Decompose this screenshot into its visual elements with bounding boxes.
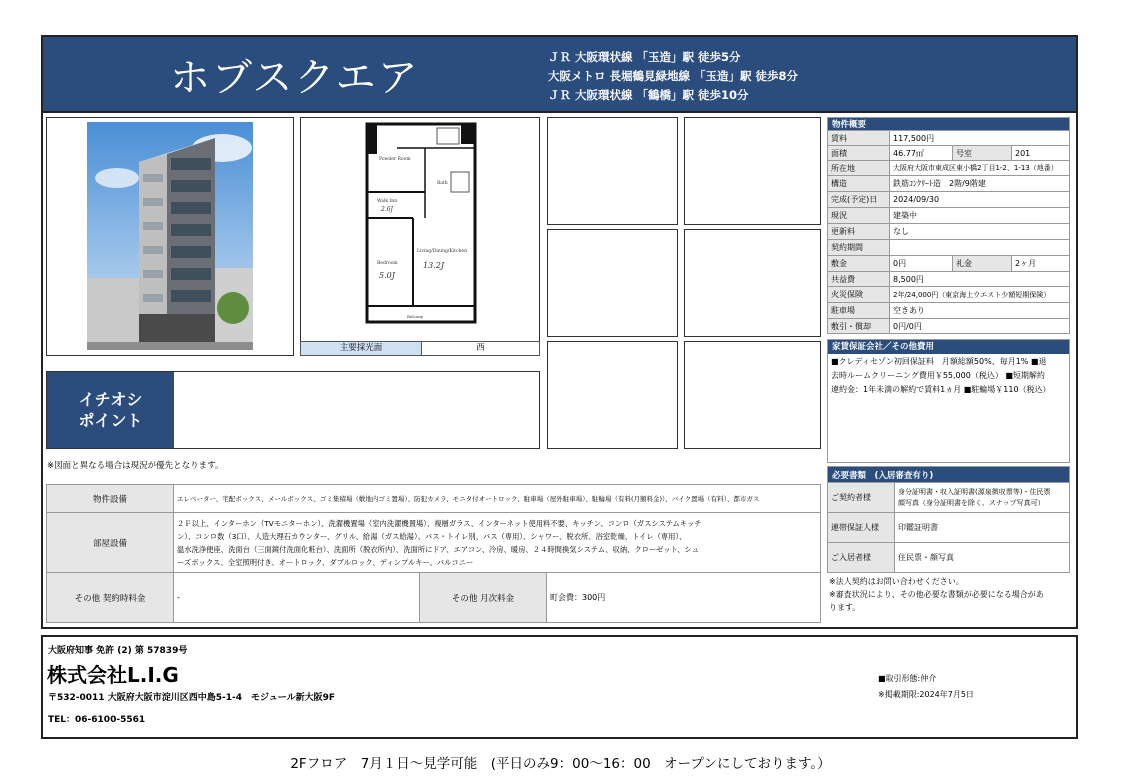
photo-thumbnail: [547, 341, 678, 449]
photo-thumbnail: [547, 229, 678, 337]
lighting-value: 西: [476, 343, 485, 353]
documents-box: [827, 466, 1070, 616]
room-equipment-line: ン）、コンロ数（3口）、人造大理石カウンター、グリル、給湯（ガス給湯）、バス・トイレ別、バス（専用）、シャワー、脱衣所、浴室乾燥、トイレ（専用）、: [177, 531, 687, 541]
shikibiki-label: 敷引・償却: [828, 319, 890, 334]
resident-docs: 住民票・顔写真: [895, 543, 1070, 573]
room-label: Bedroom: [377, 261, 398, 266]
key-money-label: 礼金: [953, 256, 1012, 272]
shikibiki-value: 0円/0円: [890, 319, 1070, 334]
lighting-label: 主要採光面: [301, 342, 422, 355]
room-label: Walk Inn: [377, 199, 398, 204]
access-line: 大阪メトロ 長堀鶴見緑地線 「玉造」駅 徒歩8分: [548, 69, 799, 83]
structure-value: 鉄筋ｺﾝｸﾘｰﾄ造 2階/9階建: [890, 176, 1070, 192]
parking-value: 空きあり: [890, 303, 1070, 319]
guarantee-line: ■クレディセゾン初回保証料 月額総額50%、毎月1% ■退: [831, 357, 1047, 366]
highlight-label: [47, 372, 174, 448]
area-label: 面積: [828, 146, 890, 161]
floorplan-frame: [300, 117, 540, 356]
access-line: ＪＲ 大阪環状線 「玉造」駅 徒歩5分: [548, 50, 741, 64]
room-equipment-line: ーズボックス、全室照明付き、オートロック、ダブルロック、ディンプルキー、バルコニー: [177, 557, 474, 567]
company-tel: TEL：06-6100-5561: [48, 715, 146, 725]
guarantee-line: 去時ルームクリーニング費用￥55,000（税込） ■短期解約: [831, 371, 1045, 380]
term-label: 契約期間: [828, 240, 890, 256]
highlight-box: [46, 371, 540, 449]
floorplan-diagram: [301, 118, 539, 343]
photo-thumbnail: [684, 229, 821, 337]
documents-note: ※法人契約はお問い合わせください。: [829, 577, 964, 586]
deposit-label: 敷金: [828, 256, 890, 272]
address-value: 大阪府大阪市東成区東小橋2丁目1-2、1-13（地番）: [890, 161, 1070, 176]
completed-value: 2024/09/30: [890, 192, 1070, 208]
equipment-table: [46, 484, 821, 623]
summary-title: 物件概要: [828, 118, 1070, 131]
rent-label: 賃料: [828, 131, 890, 146]
highlight-text: [174, 372, 539, 448]
license-number: 大阪府知事 免許 (2) 第 57839号: [48, 646, 188, 656]
insurance-label: 火災保険: [828, 287, 890, 303]
contractor-docs: [895, 483, 1070, 513]
diagram-note: ※図面と異なる場合は現況が優先となります。: [47, 461, 224, 471]
publish-deadline: ※掲載期限:2024年7月5日: [878, 690, 974, 699]
monthly-fee-label: その他 月次料金: [420, 573, 547, 623]
company-address: 〒532-0011 大阪府大阪市淀川区西中島5-1-4 モジュール新大阪9F: [48, 693, 336, 703]
guarantee-title: 家賃保証会社／その他費用: [828, 340, 1069, 354]
room-label: Powder Room: [379, 157, 411, 162]
insurance-value: 2年/24,000円（東京海上ウエスト少額短期保険）: [890, 287, 1070, 303]
documents-notes: [827, 573, 1070, 616]
renewal-label: 更新料: [828, 224, 890, 240]
highlight-label-line: ポイント: [78, 411, 143, 430]
building-equipment-label: 物件設備: [47, 485, 174, 513]
building-name: ホブスクエア: [170, 55, 420, 101]
area-value: 46.77㎡: [890, 146, 953, 161]
room-equipment-line: ２Ｆ以上、インターホン（TVモニターホン）、洗濯機置場（室内洗濯機置場）、複層ガラス、インターネット使用料不要、キッチン、コンロ（ガスシステムキッチ: [177, 518, 702, 528]
room-equipment-label: 部屋設備: [47, 513, 174, 573]
room-label: Balcony: [407, 314, 424, 319]
company-name: 株式会社L.I.G: [47, 663, 179, 687]
building-photo-frame: [46, 117, 294, 356]
room-equipment-line: 温水洗浄便座、洗面台（三面鏡付洗面化粧台）、洗面所（脱衣所内）、洗面所にドア、エアコン、冷房、暖房、２４時間換気システム、収納、クローゼット、シュ: [177, 544, 700, 554]
key-money-value: 2ヶ月: [1012, 256, 1070, 272]
trade-type: ■取引形態:仲介: [878, 674, 937, 683]
lighting-row: [300, 341, 540, 356]
access-line: ＪＲ 大阪環状線 「鶴橋」駅 徒歩10分: [548, 88, 749, 102]
status-value: 建築中: [890, 208, 1070, 224]
renewal-value: なし: [890, 224, 1070, 240]
viewing-notice: 2Fフロア 7月１日～見学可能 (平日のみ9：00～16：00 オープンにしております。）: [290, 756, 831, 772]
contractor-docs-line: 顔写真（身分証明書を除く、スナップ写真可）: [898, 498, 1045, 507]
common-fee-value: 8,500円: [890, 272, 1070, 287]
documents-note: ※審査状況により、その他必要な書類が必要になる場合があ: [829, 590, 1044, 599]
property-summary: [827, 117, 1070, 334]
common-fee-label: 共益費: [828, 272, 890, 287]
monthly-fee-value: 町会費：300円: [547, 573, 821, 623]
contractor-label: ご契約者様: [828, 483, 895, 513]
highlight-label-line: イチオシ: [78, 390, 143, 409]
deposit-value: 0円: [890, 256, 953, 272]
room-equipment-value: [174, 513, 821, 573]
completed-label: 完成(予定)日: [828, 192, 890, 208]
photo-thumbnail: [684, 341, 821, 449]
rent-value: 117,500円: [890, 131, 1070, 146]
guarantee-text: [828, 354, 1069, 398]
contract-fee-value: -: [174, 573, 420, 623]
company-box: [41, 635, 1078, 739]
contractor-docs-line: 身分証明書・収入証明書(源泉徴収票等)・住民票: [898, 487, 1051, 496]
room-label: 2.6J: [381, 206, 393, 213]
structure-label: 構造: [828, 176, 890, 192]
room-label: 13.2J: [423, 261, 445, 270]
status-label: 現況: [828, 208, 890, 224]
address-label: 所在地: [828, 161, 890, 176]
guarantee-box: [827, 339, 1070, 463]
contract-fee-label: その他 契約時料金: [47, 573, 174, 623]
room-no-value: 201: [1012, 146, 1070, 161]
building-equipment-value: エレベーター、宅配ボックス、メールボックス、ゴミ集積場（敷地内ゴミ置場）、防犯カメラ、モニタ付オートロック、駐車場（屋外駐車場）、駐輪場（有料(月額料金)）、バイク置場（有料）、都市ガス: [174, 485, 821, 513]
guarantor-label: 連帯保証人様: [828, 513, 895, 543]
resident-label: ご入居者様: [828, 543, 895, 573]
parking-label: 駐車場: [828, 303, 890, 319]
documents-title: 必要書類 (入居審査有り): [828, 467, 1070, 483]
documents-note: ります。: [829, 603, 861, 612]
guarantee-line: 違約金：1年未満の解約で賃料1ヵ月 ■駐輪場￥110（税込）: [831, 385, 1051, 394]
room-label: 5.0J: [379, 271, 395, 280]
room-no-label: 号室: [953, 146, 1012, 161]
term-value: [890, 240, 1070, 256]
photo-thumbnail: [684, 117, 821, 225]
building-photo: [47, 118, 293, 355]
photo-thumbnail: [547, 117, 678, 225]
room-label: Bath: [437, 181, 448, 186]
room-label: Living/Dining/Kitchen: [417, 249, 467, 254]
guarantor-docs: 印鑑証明書: [895, 513, 1070, 543]
